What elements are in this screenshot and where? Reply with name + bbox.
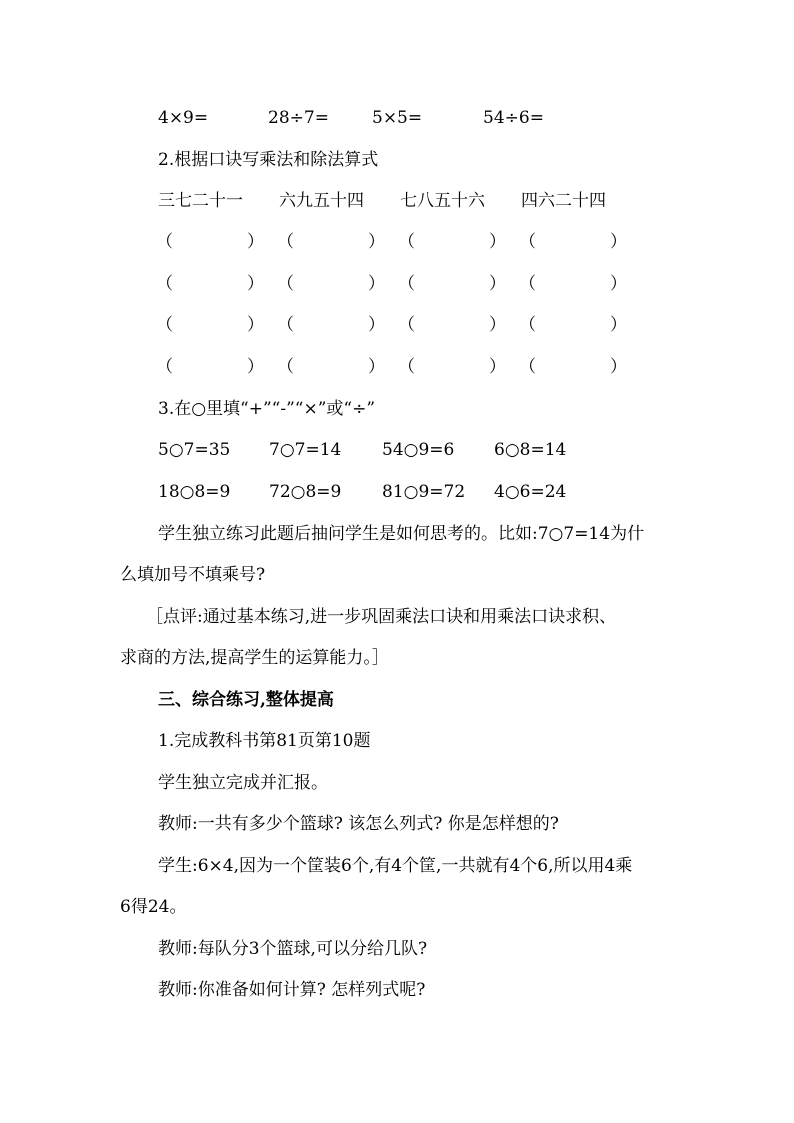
expression-4x9: 4×9= xyxy=(158,108,209,128)
blank-open: （ xyxy=(398,274,415,294)
blank-open: （ xyxy=(398,357,415,377)
blank-close: ） xyxy=(610,232,627,252)
blank-close: ） xyxy=(489,274,506,294)
commentary-line1: ［点评:通过基本练习,进一步巩固乘法口诀和用乘法口诀求积、 xyxy=(146,607,617,627)
student-answer-line2: 6得24。 xyxy=(120,897,187,917)
operator-blank-expression: 5○7=35 xyxy=(158,440,231,460)
rhyme-4: 四六二十四 xyxy=(521,191,606,211)
teacher-question-2: 教师:每队分3个篮球,可以分给几队? xyxy=(158,939,428,959)
operator-blank-expression: 6○8=14 xyxy=(494,440,567,460)
operator-blank-expression: 7○7=14 xyxy=(269,440,342,460)
blank-close: ） xyxy=(247,315,264,335)
blank-close: ） xyxy=(610,357,627,377)
expression-5x5: 5×5= xyxy=(372,108,423,128)
blank-close: ） xyxy=(247,232,264,252)
commentary-line2: 求商的方法,提高学生的运算能力。］ xyxy=(120,648,389,668)
blank-open: （ xyxy=(156,274,173,294)
blank-open: （ xyxy=(277,274,294,294)
blank-open: （ xyxy=(519,315,536,335)
operator-blank-expression: 18○8=9 xyxy=(158,482,231,502)
operator-blank-expression: 54○9=6 xyxy=(382,440,455,460)
blank-close: ） xyxy=(610,274,627,294)
blank-open: （ xyxy=(398,232,415,252)
blank-close: ） xyxy=(489,315,506,335)
blank-close: ） xyxy=(610,315,627,335)
blank-close: ） xyxy=(368,274,385,294)
section-three-title: 三、综合练习,整体提高 xyxy=(158,690,334,710)
task-textbook-page: 1.完成教科书第81页第10题 xyxy=(158,731,371,751)
blank-close: ） xyxy=(368,232,385,252)
blank-close: ） xyxy=(247,357,264,377)
blank-close: ） xyxy=(368,315,385,335)
teacher-question-1: 教师:一共有多少个篮球? 该怎么列式? 你是怎样想的? xyxy=(158,814,559,834)
paragraph-student-report: 学生独立完成并汇报。 xyxy=(158,773,328,793)
blank-open: （ xyxy=(156,357,173,377)
blank-open: （ xyxy=(519,232,536,252)
operator-blank-expression: 72○8=9 xyxy=(269,482,342,502)
rhyme-3: 七八五十六 xyxy=(400,191,485,211)
blank-open: （ xyxy=(277,232,294,252)
blank-open: （ xyxy=(156,232,173,252)
operator-blank-expression: 81○9=72 xyxy=(382,482,466,502)
rhyme-1: 三七二十一 xyxy=(158,191,243,211)
blank-close: ） xyxy=(489,232,506,252)
operator-blank-expression: 4○6=24 xyxy=(494,482,567,502)
blank-open: （ xyxy=(156,315,173,335)
blank-open: （ xyxy=(277,357,294,377)
teacher-question-3: 教师:你准备如何计算? 怎样列式呢? xyxy=(158,980,426,1000)
expression-28div7: 28÷7= xyxy=(268,108,329,128)
expression-54div6: 54÷6= xyxy=(483,108,544,128)
exercise2-heading: 2.根据口诀写乘法和除法算式 xyxy=(158,150,379,170)
blank-open: （ xyxy=(398,315,415,335)
paragraph-thinking-line1: 学生独立练习此题后抽问学生是如何思考的。比如:7○7=14为什 xyxy=(158,524,645,544)
blank-open: （ xyxy=(519,274,536,294)
blank-close: ） xyxy=(489,357,506,377)
blank-open: （ xyxy=(519,357,536,377)
student-answer-line1: 学生:6×4,因为一个筐装6个,有4个筐,一共就有4个6,所以用4乘 xyxy=(158,856,633,876)
blank-close: ） xyxy=(368,357,385,377)
blank-close: ） xyxy=(247,274,264,294)
rhyme-2: 六九五十四 xyxy=(279,191,364,211)
blank-open: （ xyxy=(277,315,294,335)
paragraph-thinking-line2: 么填加号不填乘号? xyxy=(120,565,266,585)
exercise3-heading: 3.在○里填“+”“-”“×”或“÷” xyxy=(158,399,376,419)
